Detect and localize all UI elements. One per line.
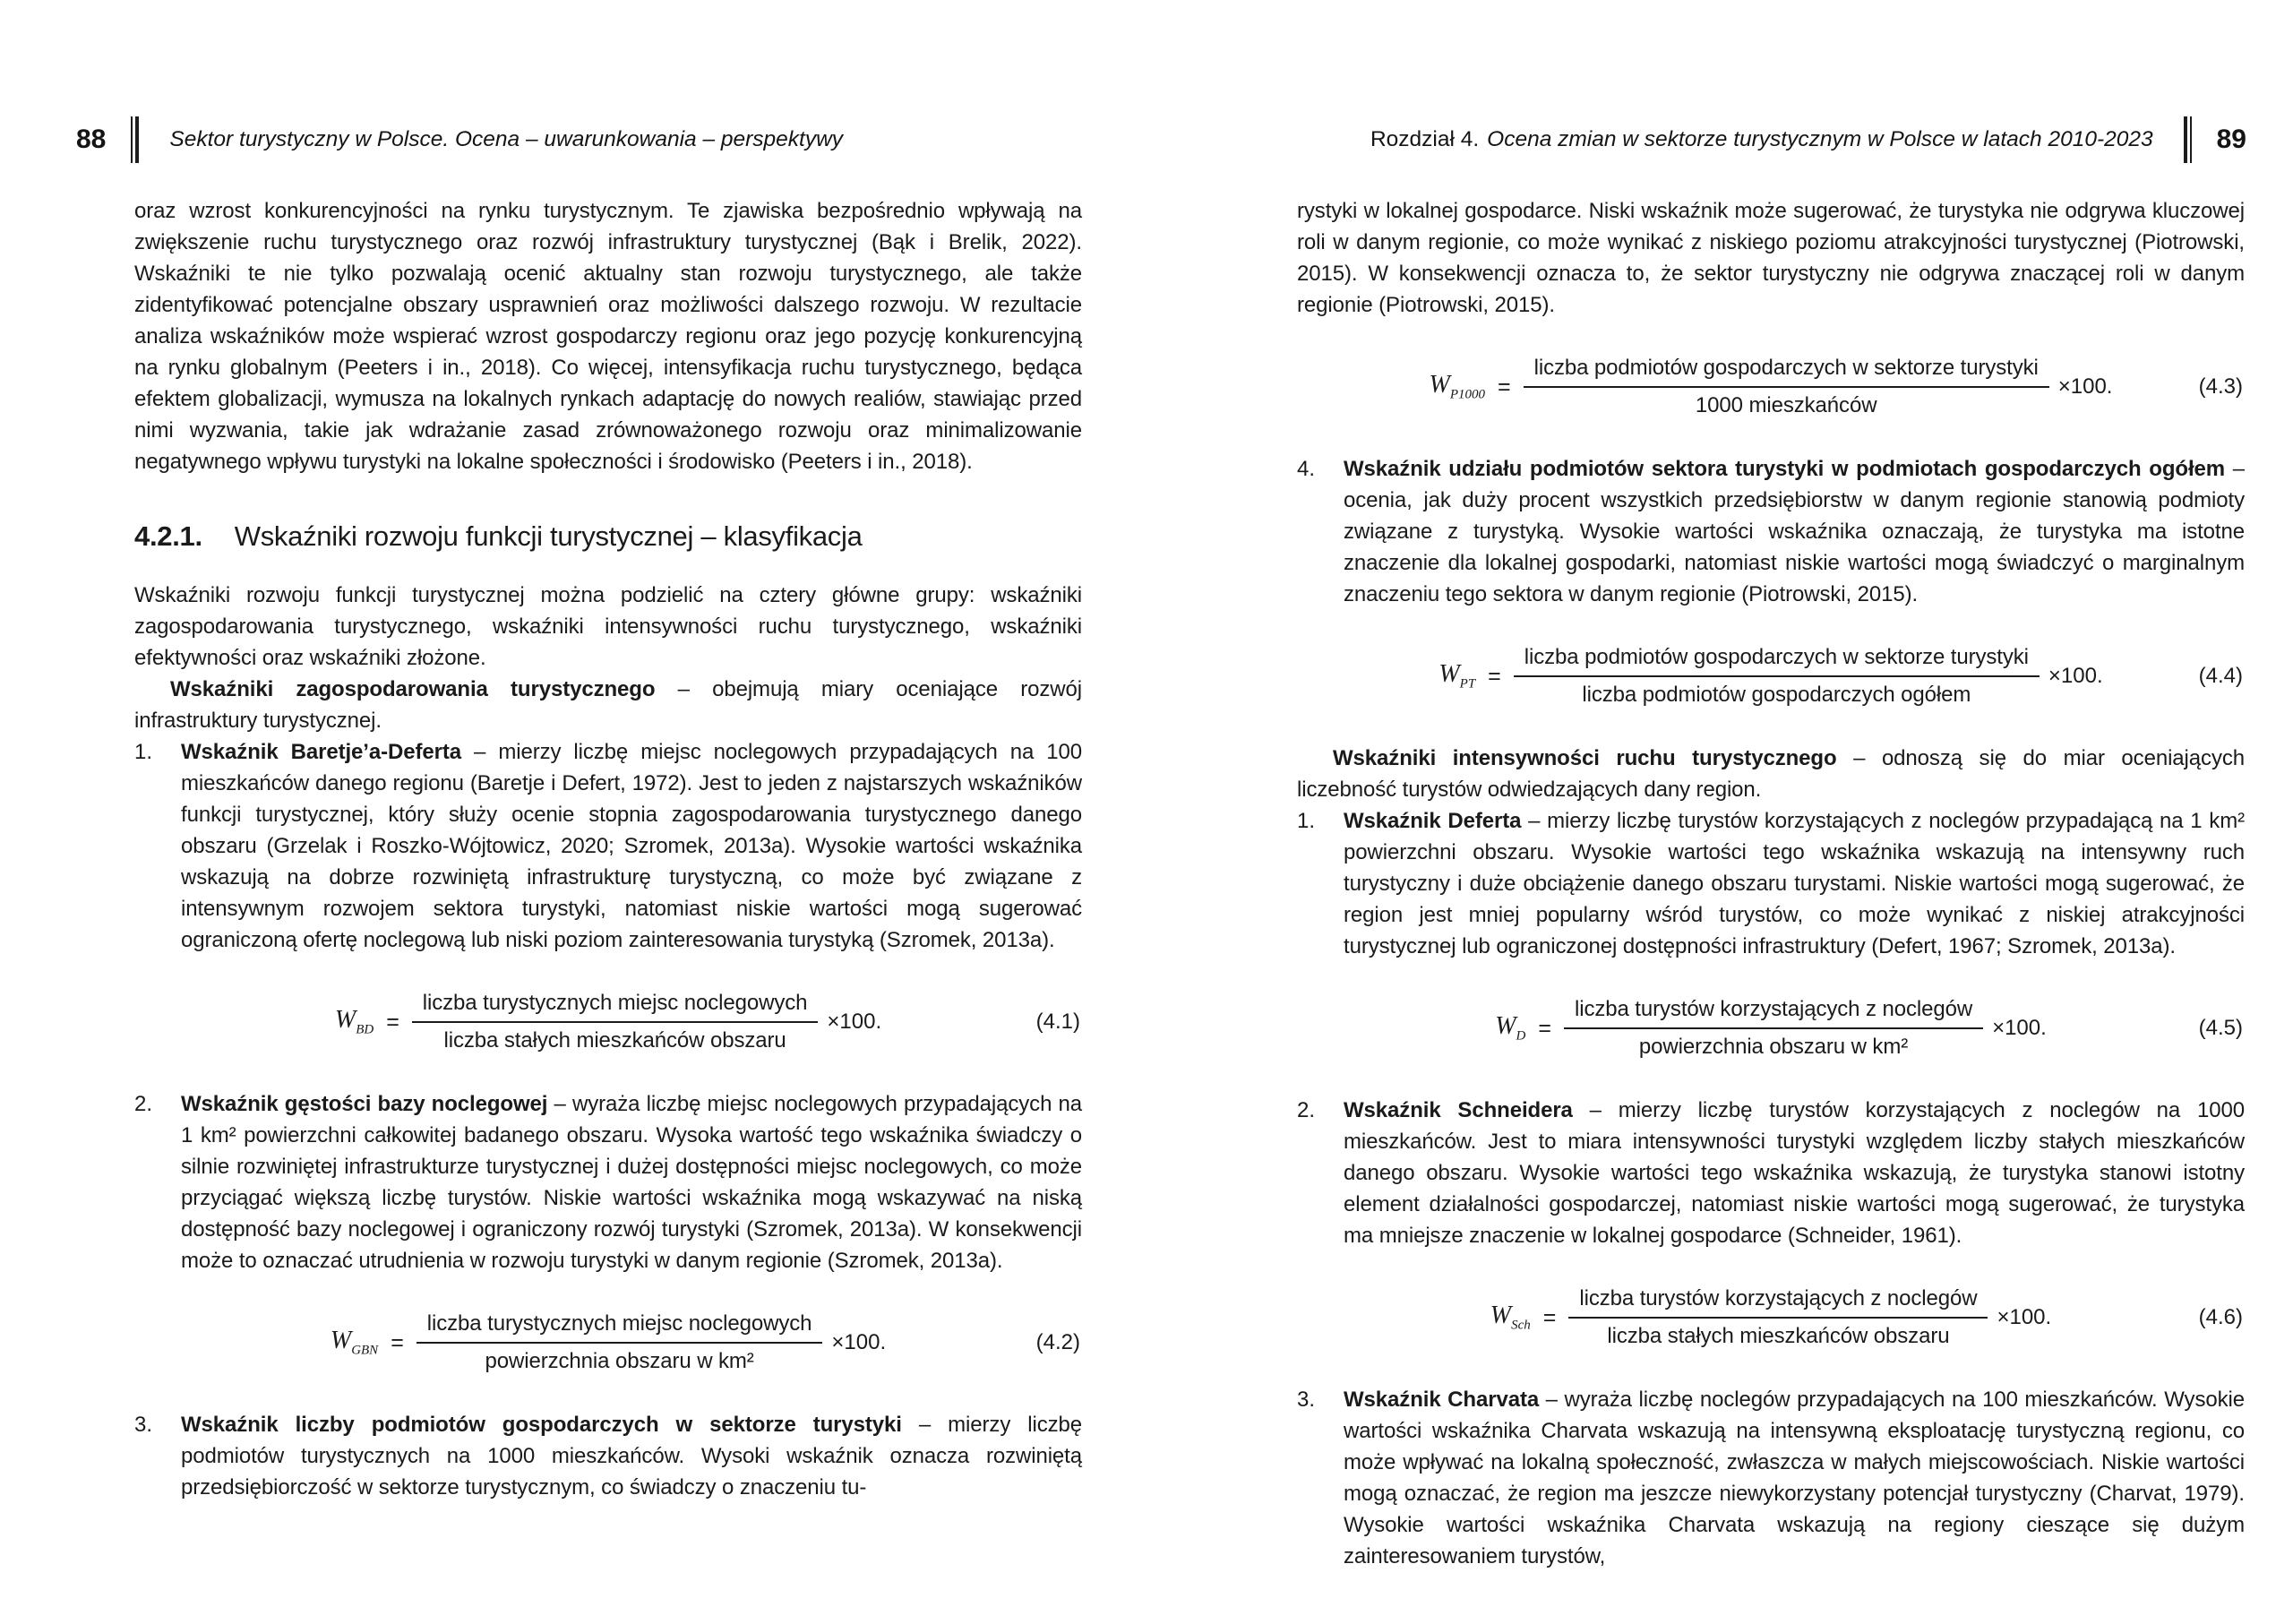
equation-number: (4.4) bbox=[2198, 664, 2243, 688]
formula-multiplier: ×100. bbox=[2048, 664, 2103, 688]
indicator-term: Wskaźnik Deferta bbox=[1344, 809, 1522, 833]
list-item bbox=[1297, 805, 2245, 962]
paragraph: Wskaźniki rozwoju funkcji turystycznej można podzielić na cztery główne grupy: wskaźniki zagospodarowania turystycznego, wskaźniki intensywności ruchu turystycznego, wskaźniki efektywności oraz wskaźniki złożone. bbox=[134, 583, 1082, 670]
list-item-body bbox=[1344, 453, 2245, 610]
formula-4-4 bbox=[1297, 633, 2245, 719]
fraction-denominator: 1000 mieszkańców bbox=[1695, 393, 1877, 417]
indicator-text: – mierzy liczbę turystów korzystających z noclegów przypadającą na 1 km² powierzchni obszaru. Wysokie wartości tego wskaźnika wskazują na intensywny ruch turystyczny i duże obciążenie danego obszaru turystami. Niskie wartości mogą sugerować, że region jest mniej popularny wśród turystów, co może wynikać z niskiej atrakcyjności turystycznej lub ograniczonej dostępności infrastruktury (Defert, 1967; Szromek, 2013a). bbox=[1344, 809, 2245, 958]
lead-text: – obejmują miary oceniające rozwój infrastruktury turystycznej. bbox=[134, 677, 1082, 733]
indicator-term: Wskaźnik Schneidera bbox=[1344, 1098, 1573, 1122]
list-number: 2. bbox=[1297, 1098, 1316, 1122]
fraction-numerator: liczba turystów korzystających z noclegów bbox=[1568, 1286, 1988, 1319]
indicator-term: Wskaźnik Baretje’a-Deferta bbox=[181, 740, 461, 764]
equals-sign: = bbox=[1498, 374, 1511, 400]
header-double-rule bbox=[131, 116, 139, 163]
formula-subscript: D bbox=[1516, 1028, 1526, 1044]
paragraph-continuation: oraz wzrost konkurencyjności na rynku turystycznym. Te zjawiska bezpośrednio wpływają na zwiększenie ruchu turystycznego oraz rozwój infrastruktury turystycznej (Bąk i Brelik, 2022). Wskaźniki te nie tylko pozwalają ocenić aktualny stan rozwoju turystycznego, ale także zidentyfikować potencjalne obszary usprawnień oraz możliwości dalszego rozwoju. W rezultacie analiza wskaźników może wspierać wzrost gospodarczy regionu oraz jego pozycję konkurencyjną na rynku globalnym (Peeters i in., 2018). Co więcej, intensyfikacja ruchu turystycznego, będąca efektem globalizacji, wymusza na lokalnych rynkach adaptację do nowych realiów, stawiając przed nimi wyzwania, takie jak wdrażanie zasad zrównoważonego rozwoju oraz minimalizowanie negatywnego wpływu turystyki na lokalne społeczności i środowisko (Peeters i in., 2018). bbox=[134, 199, 1082, 474]
list-number: 3. bbox=[134, 1413, 153, 1437]
formula-4-6 bbox=[1297, 1275, 2245, 1361]
paragraph-continuation: rystyki w lokalnej gospodarce. Niski wskaźnik może sugerować, że turystyka nie odgrywa kluczowej roli w danym regionie, co może wynikać z niskiego poziomu atrakcyjności turystycznej (Piotrowski, 2015). W konsekwencji oznacza to, że sektor turystyczny nie odgrywa znaczącej roli w danym regionie (Piotrowski, 2015). bbox=[1297, 199, 2245, 317]
indicator-text: – mierzy liczbę miejsc noclegowych przypadających na 100 mieszkańców danego regionu (Baretje i Defert, 1972). Jest to jeden z najstarszych wskaźników funkcji turystycznej, który służy ocenie stopnia zagospodarowania turystycznego danego obszaru (Grzelak i Roszko-Wójtowicz, 2020; Szromek, 2013a). Wysokie wartości wskaźnika wskazują na dobrze rozwiniętą infrastrukturę turystyczną, co może być związane z intensywnym rozwojem sektora turystyki, natomiast niskie wartości mogą sugerować ograniczoną ofertę noclegową lub niski poziom zainteresowania turystyką (Szromek, 2013a). bbox=[181, 740, 1083, 952]
list-number: 1. bbox=[1297, 809, 1316, 833]
formula-4-3 bbox=[1297, 344, 2245, 430]
formula-body bbox=[1490, 1286, 2051, 1349]
list-item-body bbox=[1344, 1095, 2245, 1251]
fraction bbox=[1564, 997, 1983, 1060]
page-number-right: 89 bbox=[2216, 125, 2246, 154]
equation-number: (4.3) bbox=[2198, 374, 2243, 399]
indicator-text: – mierzy liczbę turystów korzystających z noclegów na 1000 mieszkańców. Jest to miara intensywności turystyki względem liczby stałych mieszkańców danego obszaru. Wysokie wartości tego wskaźnika wskazują, że turystyka stanowi istotny element działalności gospodarczej, natomiast niskie wartości mogą sugerować, że turystyka ma mniejsze znaczenie w lokalnej gospodarce (Schneider, 1961). bbox=[1344, 1098, 2245, 1248]
lead-paragraph bbox=[1297, 743, 2245, 805]
list-item bbox=[134, 1088, 1082, 1276]
list-item-body bbox=[181, 736, 1082, 956]
running-title-left: Sektor turystyczny w Polsce. Ocena – uwarunkowania – perspektywy bbox=[169, 127, 844, 151]
running-head-left bbox=[76, 116, 1084, 163]
list-item bbox=[134, 1409, 1082, 1503]
list-number: 4. bbox=[1297, 457, 1316, 481]
fraction-denominator: liczba stałych mieszkańców obszaru bbox=[1607, 1324, 1950, 1348]
formula-symbol: $W_{Sch}$ bbox=[1490, 1302, 1531, 1333]
formula-multiplier: ×100. bbox=[1997, 1305, 2052, 1329]
page-left bbox=[134, 195, 1082, 1503]
formula-body bbox=[1438, 645, 2102, 708]
list-item-body bbox=[181, 1088, 1082, 1276]
equation-number: (4.1) bbox=[1035, 1010, 1080, 1034]
fraction-numerator: liczba turystycznych miejsc noclegowych bbox=[412, 991, 819, 1023]
page-number-left: 88 bbox=[76, 125, 107, 154]
equals-sign: = bbox=[391, 1329, 404, 1355]
formula-subscript: GBN bbox=[351, 1343, 379, 1358]
formula-multiplier: ×100. bbox=[1992, 1016, 2047, 1040]
fraction-denominator: liczba stałych mieszkańców obszaru bbox=[443, 1028, 786, 1053]
formula-subscript: P1000 bbox=[1449, 387, 1485, 402]
fraction-denominator: liczba podmiotów gospodarczych ogółem bbox=[1582, 683, 1971, 707]
fraction-denominator: powierzchnia obszaru w km² bbox=[485, 1349, 754, 1373]
fraction bbox=[1568, 1286, 1988, 1349]
formula-symbol: $W_{P1000}$ bbox=[1429, 371, 1485, 402]
list-number: 1. bbox=[134, 740, 153, 764]
formula-multiplier: ×100. bbox=[2057, 374, 2113, 399]
equals-sign: = bbox=[1538, 1015, 1551, 1041]
fraction bbox=[1514, 645, 2040, 708]
indicator-text: – ocenia, jak duży procent wszystkich przedsiębiorstw w danym regionie stanowią podmioty związane z turystyką. Wysokie wartości wskaźnika oznaczają, że turystyka ma istotne znaczenie dla lokalnej gospodarki, natomiast niskie wartości mogą świadczyć o marginalnym znaczeniu tego sektora w danym regionie (Piotrowski, 2015). bbox=[1344, 457, 2245, 606]
page-right bbox=[1297, 195, 2245, 1572]
header-double-rule bbox=[2184, 116, 2192, 163]
formula-symbol: $W_D$ bbox=[1495, 1012, 1526, 1044]
running-head-right bbox=[1295, 116, 2246, 163]
indicator-term: Wskaźnik udziału podmiotów sektora turystyki w podmiotach gospodarczych ogółem bbox=[1344, 457, 2226, 481]
indicator-text: – mierzy liczbę podmiotów turystycznych na 1000 mieszkańców. Wysoki wskaźnik oznacza rozwiniętą przedsiębiorczość w sektorze turystycznym, co świadczy o znaczeniu tu- bbox=[181, 1413, 1082, 1499]
indicator-text: – wyraża liczbę noclegów przypadających na 100 mieszkańców. Wysokie wartości wskaźnika Charvata wskazują na intensywną eksploatację turystyczną regionu, co może wpływać na lokalną społeczność, zwłaszcza w małych miejscowościach. Niskie wartości mogą oznaczać, że region ma jeszcze niewykorzystany potencjał turystyczny (Charvat, 1979). Wysokie wartości wskaźnika Charvata wskazują na regiony cieszące się dużym zainteresowaniem turystów, bbox=[1344, 1388, 2245, 1568]
fraction bbox=[412, 991, 819, 1053]
formula-body bbox=[331, 1311, 886, 1374]
indicator-term: Wskaźnik liczby podmiotów gospodarczych w sektorze turystyki bbox=[181, 1413, 902, 1437]
list-item bbox=[1297, 453, 2245, 610]
formula-4-1 bbox=[134, 979, 1082, 1065]
section-number: 4.2.1. bbox=[134, 520, 202, 552]
lead-paragraph bbox=[134, 674, 1082, 736]
list-number: 3. bbox=[1297, 1388, 1316, 1412]
lead-term: Wskaźniki zagospodarowania turystycznego bbox=[170, 677, 656, 701]
running-title-right bbox=[1370, 127, 2153, 152]
list-item-body bbox=[1344, 805, 2245, 962]
formula-4-5 bbox=[1297, 985, 2245, 1071]
fraction-numerator: liczba turystycznych miejsc noclegowych bbox=[417, 1311, 823, 1344]
formula-multiplier: ×100. bbox=[831, 1330, 887, 1354]
fraction bbox=[1524, 356, 2049, 418]
formula-body bbox=[1495, 997, 2047, 1060]
indicator-term: Wskaźnik gęstości bazy noclegowej bbox=[181, 1092, 548, 1116]
fraction bbox=[417, 1311, 823, 1374]
list-item bbox=[1297, 1384, 2245, 1572]
formula-body bbox=[1430, 356, 2113, 418]
section-title: Wskaźniki rozwoju funkcji turystycznej – klasyfikacja bbox=[234, 520, 863, 552]
formula-4-2 bbox=[134, 1300, 1082, 1386]
formula-symbol: $W_{GBN}$ bbox=[330, 1327, 379, 1358]
fraction-denominator: powierzchnia obszaru w km² bbox=[1638, 1035, 1909, 1059]
formula-subscript: PT bbox=[1459, 676, 1476, 692]
section-heading bbox=[134, 520, 1082, 553]
equals-sign: = bbox=[386, 1009, 399, 1035]
fraction-numerator: liczba turystów korzystających z noclegów bbox=[1564, 997, 1983, 1029]
formula-multiplier: ×100. bbox=[827, 1010, 882, 1034]
indicator-term: Wskaźnik Charvata bbox=[1344, 1388, 1540, 1412]
equation-number: (4.6) bbox=[2198, 1305, 2243, 1329]
fraction-numerator: liczba podmiotów gospodarczych w sektorze turystyki bbox=[1514, 645, 2040, 677]
lead-text: – odnoszą się do miar oceniających liczebność turystów odwiedzających dany region. bbox=[1297, 746, 2245, 802]
list-item bbox=[134, 736, 1082, 956]
equation-number: (4.5) bbox=[2198, 1016, 2243, 1040]
equals-sign: = bbox=[1488, 663, 1501, 689]
lead-term: Wskaźniki intensywności ruchu turystycznego bbox=[1333, 746, 1837, 770]
formula-subscript: BD bbox=[356, 1022, 374, 1037]
fraction-numerator: liczba podmiotów gospodarczych w sektorze turystyki bbox=[1524, 356, 2049, 388]
formula-subscript: Sch bbox=[1511, 1318, 1531, 1333]
list-item-body bbox=[181, 1409, 1082, 1503]
formula-symbol: $W_{BD}$ bbox=[334, 1006, 374, 1037]
equation-number: (4.2) bbox=[1035, 1330, 1080, 1354]
formula-body bbox=[335, 991, 881, 1053]
list-item-body bbox=[1344, 1384, 2245, 1572]
equals-sign: = bbox=[1542, 1304, 1557, 1330]
formula-symbol: $W_{PT}$ bbox=[1438, 660, 1476, 692]
chapter-prefix: Rozdział 4. bbox=[1370, 127, 1480, 151]
list-item bbox=[1297, 1095, 2245, 1251]
indicator-text: – wyraża liczbę miejsc noclegowych przypadających na 1 km² powierzchni całkowitej badanego obszaru. Wysoka wartość tego wskaźnika świadczy o silnie rozwiniętej infrastrukturze turystycznej i dużej dostępności miejsc noclegowych, co może przyciągać większą liczbę turystów. Niskie wartości wskaźnika mogą wskazywać na niską dostępność bazy noclegowej i ograniczony rozwój turystyki (Szromek, 2013a). W konsekwencji może to oznaczać utrudnienia w rozwoju turystyki w danym regionie (Szromek, 2013a). bbox=[181, 1092, 1083, 1273]
list-number: 2. bbox=[134, 1092, 153, 1116]
chapter-title: Ocena zmian w sektorze turystycznym w Polsce w latach 2010-2023 bbox=[1487, 127, 2153, 151]
